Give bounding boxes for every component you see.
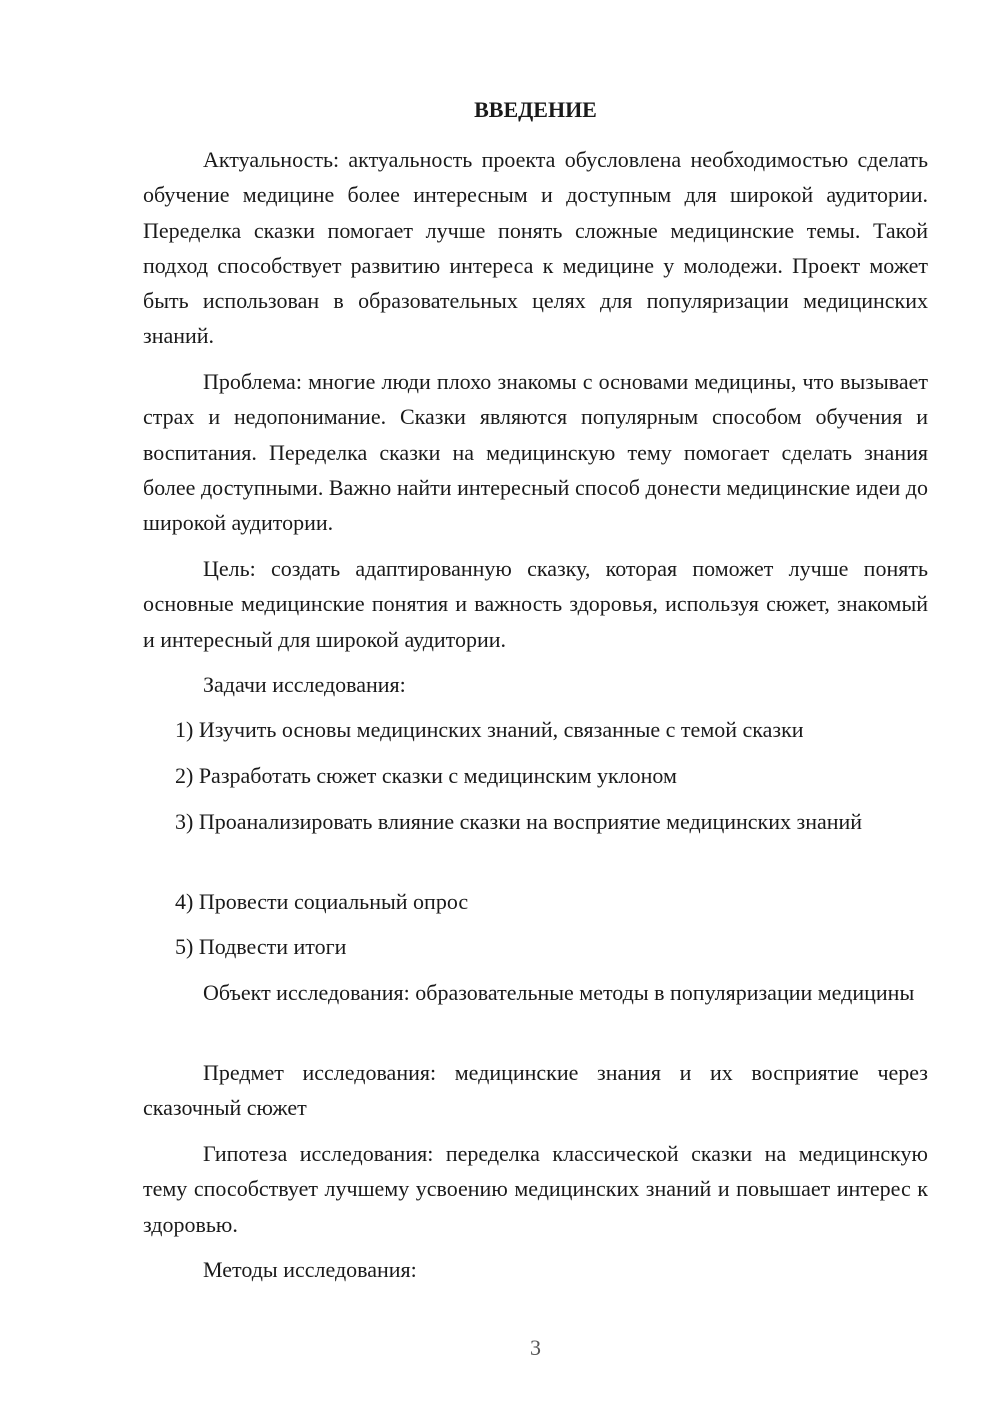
relevance-paragraph: Актуальность: актуальность проекта обусловлена необходимостью сделать обучение медицине более интересным и доступным для широкой аудитории. Переделка сказки помогает лучше понять сложные медицинские темы. Такой подход способствует развитию интереса к медицине у молодежи. Проект может быть использован в образовательных целях для популяризации медицинских знаний. — [143, 147, 928, 349]
goal-paragraph: Цель: создать адаптированную сказку, которая поможет лучше понять основные медицинские понятия и важность здоровья, используя сюжет, знакомый и интересный для широкой аудитории. — [143, 556, 928, 652]
task-item-4: 4) Провести социальный опрос — [175, 889, 469, 914]
page-number: 3 — [530, 1335, 541, 1360]
task-item-1: 1) Изучить основы медицинских знаний, связанные с темой сказки — [175, 717, 804, 742]
problem-paragraph: Проблема: многие люди плохо знакомы с основами медицины, что вызывает страх и недопонимание. Сказки являются популярным способом обучения и воспитания. Переделка сказки на медицинскую тему помогает сделать знания более доступными. Важно найти интересный способ донести медицинские идеи до широкой аудитории. — [143, 369, 928, 536]
task-item-2: 2) Разработать сюжет сказки с медицинским уклоном — [175, 763, 677, 788]
tasks-heading: Задачи исследования: — [203, 672, 406, 697]
methods-heading: Методы исследования: — [203, 1257, 417, 1282]
task-item-3: 3) Проанализировать влияние сказки на восприятие медицинских знаний — [175, 809, 863, 834]
task-item-5: 5) Подвести итоги — [175, 934, 347, 959]
section-heading: ВВЕДЕНИЕ — [474, 97, 597, 122]
hypothesis-paragraph: Гипотеза исследования: переделка классической сказки на медицинскую тему способствует лучшему усвоению медицинских знаний и повышает интерес к здоровью. — [143, 1141, 928, 1237]
object-paragraph: Объект исследования: образовательные методы в популяризации медицины — [203, 980, 915, 1005]
subject-paragraph: Предмет исследования: медицинские знания и их восприятие через сказочный сюжет — [143, 1060, 928, 1121]
